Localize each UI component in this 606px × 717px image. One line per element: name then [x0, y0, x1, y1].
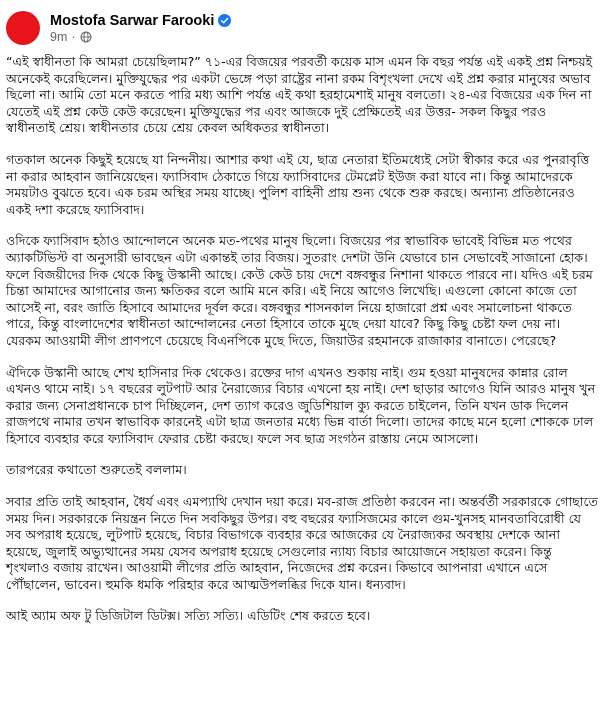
post-body [6, 54, 598, 624]
post-header [6, 10, 598, 46]
post-subline [50, 30, 231, 44]
globe-icon[interactable] [80, 31, 92, 43]
timestamp-separator: · [71, 29, 76, 44]
post-paragraph: ঐদিকে উস্কানী আছে শেখ হাসিনার দিক থেকেও। রক্তের দাগ এখনও শুকায় নাই। গুম হওয়া মানুষদের কান্নার রোল এখনও থামে নাই। ১৭ বছরের লুটপাট আর নৈরাজ্যের বিচার এখনো হয় নাই। দেশ ছাড়ার আগেও যিনি আরও মানুষ খুন করার জন্য সেনাপ্রধানকে চাপ দিচ্ছিলেন, দেশ ত্যাগ করেও জুডিশিয়াল ক্যু করতে চাইলেন, তিনি যখন ডাক দিলেন রাজপথে নামার তখন স্বাভাবিক কারনেই এটা ছাত্র জনতার মধ্যে ভিন্ন বার্তা দিলো। তাদের কাছে মনে হলো শোককে ঢাল হিসাবে ব্যবহার করে ফ্যাসিবাদ ফেরার চেষ্টা করছে। ফলে সব ছাত্র সংগঠন রাস্তায় নেমে আসলো। [6, 364, 596, 446]
post-paragraph: সবার প্রতি তাই আহবান, ধৈর্য এবং এমপ্যাথি দেখান দয়া করে। মব-রাজ প্রতিষ্ঠা করবেন না। অন্তর্বর্তী সরকারকে গোছাতে সময় দিন। সরকারকে নিয়ন্ত্রন নিতে দিন সবকিছুর উপর। বহু বছরের ফ্যাসিজমের কালে গুম-খুনসহ মানবতাবিরোধী যে সব অপরাধ হয়েছে, লুটপাট হয়েছে, বিচার বিভাগকে ব্যবহার করে আজকের যে নৈরাজ্যকর অবস্থায় দেশকে আনা হয়েছে, জুলাই অভ্যুত্থানের সময় যেসব অপরাধ হয়েছে সেগুলোর ন্যায্য বিচার আয়োজনে সহায়তা করেন। কিন্তু শৃংখলাও বজায় রাখেন। আওয়ামী লীগের প্রতি আহবান, নিজেদের প্রশ্ন করেন। কিভাবে আপনারা এখানে এসে পৌঁছালেন, ভাবেন। হুমকি ধমকি পরিহার করে আত্মউপলব্ধির দিকে যান। ধন্যবাদ। [6, 494, 598, 593]
post-paragraph: গতকাল অনেক কিছুই হয়েছে যা নিন্দনীয়। আশার কথা এই যে, ছাত্র নেতারা ইতিমধ্যেই সেটা স্বীকার করে এর পুনরাবৃত্তি না করার আহবান জানিয়েছেন। ফ্যাসিবাদ ঠেকাতে গিয়ে ফ্যাসিবাদের টেমপ্লেট ইউজ করা যাবে না। কিন্তু আমাদেরকে সময়টাও বুঝতে হবে। এক চরম অস্থির সময় যাচ্ছে। পুলিশ বাহিনী প্রায় শুন্য থেকে শুরু করছে। অন্যান্য প্রতিষ্ঠানেরও একই দশা করেছে ফ্যাসিবাদ। [6, 151, 590, 217]
post-paragraph: “এই স্বাধীনতা কি আমরা চেয়েছিলাম?” ৭১-এর বিজয়ের পরবর্তী কয়েক মাস এমন কি বছর পর্যন্ত এই একই প্রশ্ন নিশ্চয়ই অনেকেই করেছিলেন। মুক্তিযুদ্ধের পর একটা ভেঙ্গে পড়া রাষ্ট্রের নানা রকম বিশৃংখলা দেখে এই প্রশ্ন করার মানুষের অভাব ছিলো না। আমি তো মনে করতে পারি মধ্য আশি পর্যন্ত এই কথা হরহামেশাই মানুষ বলতো। ২৪-এর বিজয়ের এক দিন না যেতেই এই প্রশ্ন কেউ কেউ করেছেন। মুক্তিযুদ্ধের পর এবং আজকে দুই প্রেক্ষিতেই এর উত্তর- সকল কিছুর পরও স্বাধীনতাই শ্রেয়। স্বাধীনতার চেয়ে শ্রেয় কেবল অধিকতর স্বাধীনতা। [6, 54, 593, 136]
post-paragraph: তারপরের কথাতো শুরুতেই বললাম। [6, 462, 187, 478]
post-paragraph: আই অ্যাম অফ টু ডিজিটাল ডিটক্স। সত্যি সত্যি। এডিটিং শেষ করতে হবে। [6, 607, 371, 623]
post-meta [50, 13, 231, 44]
verified-badge-icon [218, 14, 231, 27]
post-paragraph: ওদিকে ফ্যাসিবাদ হঠাও আন্দোলনে অনেক মত-পথের মানুষ ছিলো। বিজয়ের পর স্বাভাবিক ভাবেই বিভিন্ন মত পথের অ্যাকটিভিস্ট বা অনুসারী ভাবছেন এটা একান্তই তার বিজয়। সুতরাং দেশটা উনি যেভাবে চান সেভাবেই সাজানো হোক। ফলে বিজয়ীদের দিক থেকে কিছু উস্কানী আছে। কেউ কেউ চায় দেশে বঙ্গবন্ধুর নিশানা থাকতে পারবে না। যদিও এই চরম চিন্তা আমাদের আগানোর জন্য ক্ষতিকর বলে আমি মনে করি। এই নিয়ে আগেও লিখেছি। এগুলো কোনো কাজে তো আসেই না, বরং জাতি হিসাবে আমাদের দূর্বল করে। বঙ্গবন্ধুর শাসনকাল নিয়ে হাজারো প্রশ্ন এবং সমালোচনা থাকতে পারে, কিন্তু বাংলাদেশের স্বাধীনতা আন্দোলনের নেতা হিসাবে তাকে মুছে দেয়া যাবে? কিছু কিছু চেষ্টা ফল দেয় না। যেরকম আওয়ামী লীগ প্রাণপণে চেয়েছে বিএনপিকে মুছে দিতে, জিয়াউর রহমানকে রাজাকার বানাতে। পেরেছে? [6, 233, 593, 348]
author-avatar[interactable] [6, 11, 40, 45]
author-row [50, 13, 231, 29]
author-name[interactable]: Mostofa Sarwar Farooki [50, 12, 215, 29]
post-timestamp[interactable]: 9m [50, 29, 68, 44]
